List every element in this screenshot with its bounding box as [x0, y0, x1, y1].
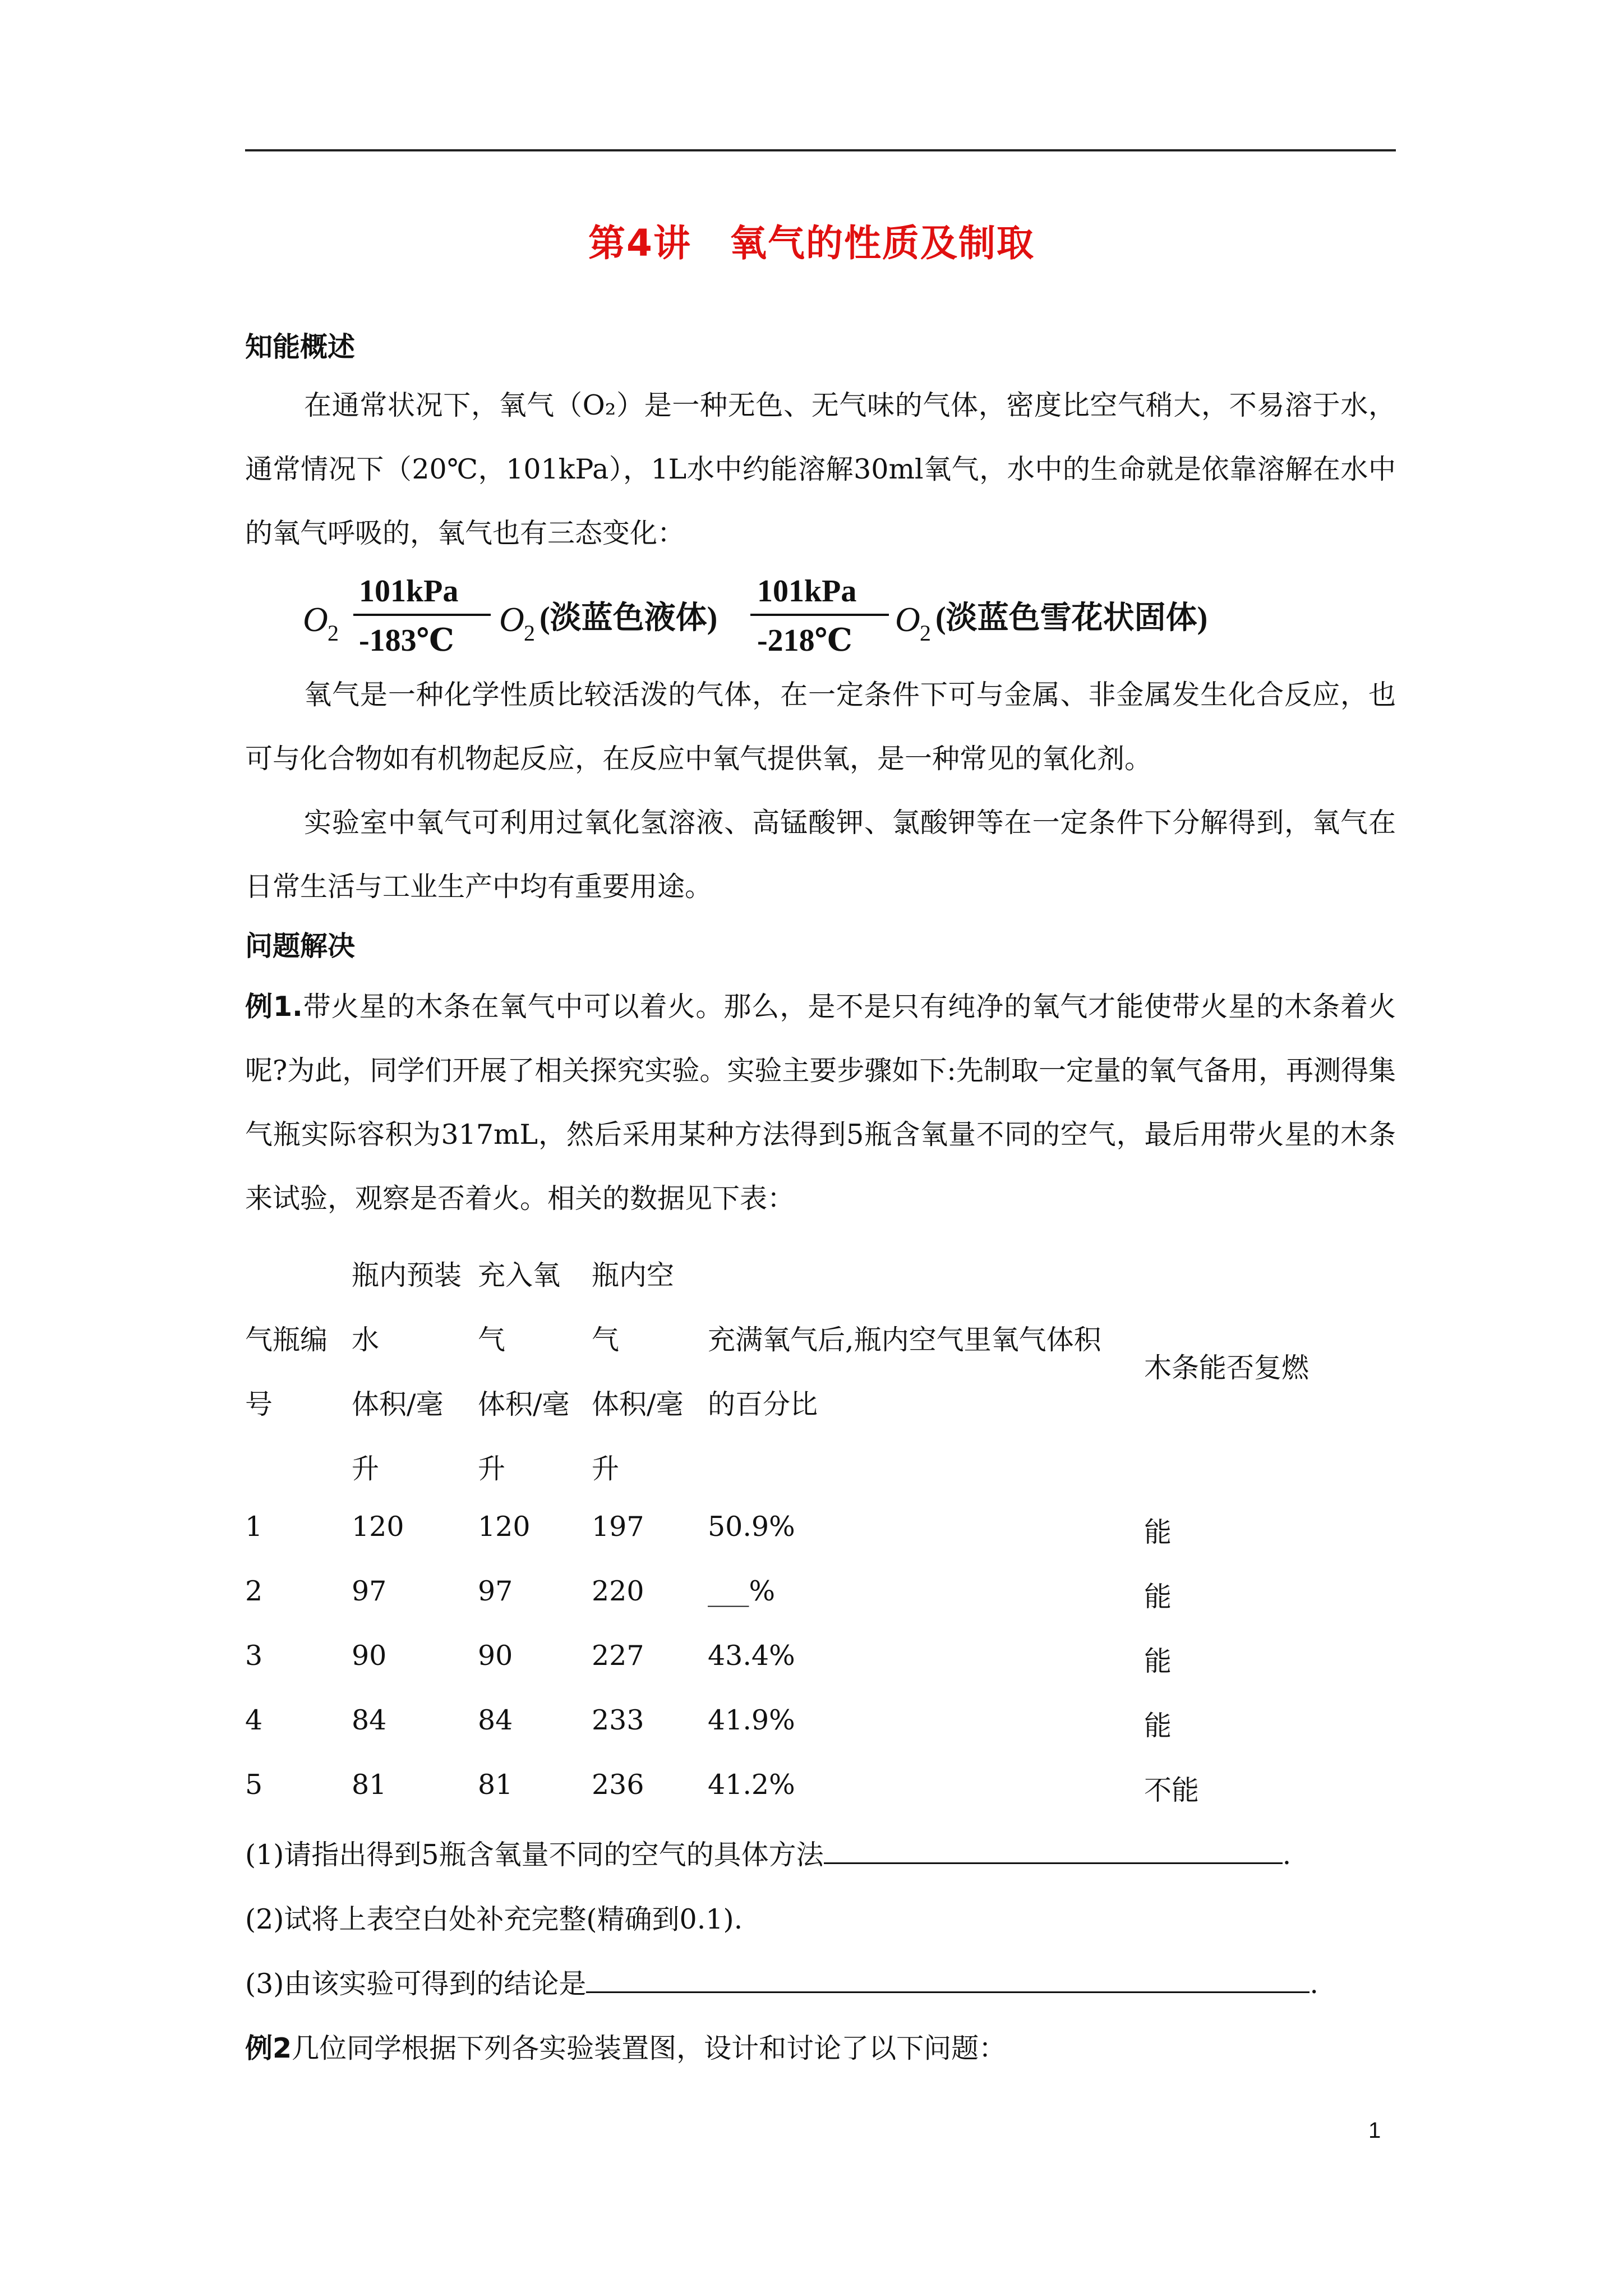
- th-c2-r1: 瓶内预装: [352, 1259, 462, 1291]
- formula-liquid-label: (淡蓝色液体): [540, 601, 718, 636]
- formula-o2-symbol: O: [303, 601, 328, 639]
- table-row-4-c3: 84: [478, 1704, 513, 1736]
- th-c2-r2: 水: [352, 1324, 380, 1356]
- formula-pressure-2: 101kPa: [757, 574, 857, 609]
- example-1-paragraph: [245, 975, 1396, 1231]
- table-row-3-c6: 能: [1144, 1645, 1172, 1677]
- table-row-3-c1: 3: [245, 1640, 263, 1672]
- table-row-1-c6: 能: [1144, 1516, 1172, 1548]
- table-row-3-c4: 227: [592, 1640, 644, 1672]
- question-3-end: .: [1310, 1968, 1318, 2000]
- overview-paragraph-2: 氧气是一种化学性质比较活泼的气体，在一定条件下可与金属、非金属发生化合反应，也可与化合物如有机物起反应，在反应中氧气提供氧，是一种常见的氧化剂。: [245, 679, 1396, 775]
- example-2-text: 几位同学根据下列各实验装置图，设计和讨论了以下问题：: [292, 2032, 1007, 2064]
- th-c1-r3: 号: [245, 1388, 273, 1420]
- question-1: [245, 1833, 1291, 1872]
- th-c6: 木条能否复燃: [1144, 1352, 1310, 1384]
- question-1-blank[interactable]: [824, 1838, 1283, 1864]
- th-c5-r3: 的百分比: [708, 1388, 818, 1420]
- formula-o2-solid-sub: 2: [920, 620, 931, 646]
- overview-paragraph-3: 实验室中氧气可利用过氧化氢溶液、高锰酸钾、氯酸钾等在一定条件下分解得到，氧气在日常生活与工业生产中均有重要用途。: [245, 807, 1396, 903]
- table-row-4-c2: 84: [352, 1704, 387, 1736]
- oxygen-phase-formula: [280, 567, 1234, 662]
- table-row-1-c2: 120: [352, 1511, 404, 1543]
- th-c3-r2: 气: [478, 1324, 506, 1356]
- th-c3-r4: 升: [478, 1453, 506, 1485]
- table-row-2-c5: ___%: [708, 1575, 776, 1607]
- table-row-2-c6: 能: [1144, 1581, 1172, 1613]
- table-row-2-c1: 2: [245, 1575, 263, 1607]
- formula-solid-label: (淡蓝色雪花状固体): [935, 601, 1208, 636]
- table-row-5-c1: 5: [245, 1769, 263, 1801]
- formula-temp-1: -183℃: [359, 623, 454, 658]
- table-row-5-c2: 81: [352, 1769, 387, 1801]
- page-title: 第4讲 氧气的性质及制取: [588, 222, 1035, 265]
- th-c4-r3: 体积/毫: [592, 1388, 684, 1420]
- question-1-end: .: [1282, 1839, 1292, 1871]
- formula-o2-liquid-symbol: O: [499, 601, 524, 639]
- table-row-2-c3: 97: [478, 1575, 513, 1607]
- table-row-1-c3: 120: [478, 1511, 531, 1543]
- question-2: (2)试将上表空白处补充完整(精确到0.1).: [245, 1903, 743, 1935]
- section-heading-problems: 问题解决: [245, 930, 356, 962]
- table-row-4-c4: 233: [592, 1704, 644, 1736]
- formula-o2-sub: 2: [328, 620, 339, 646]
- th-c4-r1: 瓶内空: [592, 1259, 675, 1291]
- table-row-5-c3: 81: [478, 1769, 513, 1801]
- example-1-label: 例1.: [245, 991, 303, 1023]
- th-c2-r3: 体积/毫: [352, 1388, 444, 1420]
- table-row-4-c1: 4: [245, 1704, 263, 1736]
- table-row-4-c5: 41.9%: [708, 1704, 795, 1736]
- page-number: 1: [1368, 2118, 1381, 2143]
- formula-temp-2: -218℃: [757, 623, 852, 658]
- table-row-1-c1: 1: [245, 1511, 263, 1543]
- question-3-blank[interactable]: [586, 1967, 1310, 1993]
- table-row-1-c5: 50.9%: [708, 1511, 795, 1543]
- th-c2-r4: 升: [352, 1453, 380, 1485]
- question-3: [245, 1962, 1318, 2001]
- th-c5-r2: 充满氧气后,瓶内空气里氧气体积: [708, 1324, 1101, 1356]
- table-row-4-c6: 能: [1144, 1710, 1172, 1742]
- table-row-3-c5: 43.4%: [708, 1640, 795, 1672]
- table-row-2-c4: 220: [592, 1575, 644, 1607]
- table-row-5-c5: 41.2%: [708, 1769, 795, 1801]
- table-row-5-c4: 236: [592, 1769, 644, 1801]
- section-heading-overview: 知能概述: [245, 331, 356, 363]
- table-row-5-c6: 不能: [1144, 1774, 1200, 1806]
- formula-o2-liquid-sub: 2: [524, 620, 535, 646]
- question-3-text: (3)由该实验可得到的结论是: [245, 1968, 587, 2000]
- th-c4-r4: 升: [592, 1453, 620, 1485]
- th-c4-r2: 气: [592, 1324, 620, 1356]
- overview-paragraph-1: 在通常状况下，氧气（O₂）是一种无色、无气味的气体，密度比空气稍大，不易溶于水，通常情况下（20℃，101kPa），1L水中约能溶解30ml氧气，水中的生命就是依靠溶解在水中的氧气呼吸的，氧气也有三态变化：: [245, 389, 1396, 549]
- header-rule: [245, 149, 1396, 151]
- table-row-3-c2: 90: [352, 1640, 387, 1672]
- table-row-2-c2: 97: [352, 1575, 387, 1607]
- formula-pressure-1: 101kPa: [359, 574, 459, 609]
- table-row-3-c3: 90: [478, 1640, 513, 1672]
- th-c3-r1: 充入氧: [478, 1259, 561, 1291]
- question-1-text: (1)请指出得到5瓶含氧量不同的空气的具体方法: [245, 1839, 824, 1871]
- example-1-text: 带火星的木条在氧气中可以着火。那么，是不是只有纯净的氧气才能使带火星的木条着火呢?为此，同学们开展了相关探究实验。实验主要步骤如下:先制取一定量的氧气备用，再测得集气瓶实际容积为317mL，然后采用某种方法得到5瓶含氧量不同的空气，最后用带火星的木条来试验，观察是否着火。相关的数据见下表：: [245, 991, 1396, 1214]
- example-2: [245, 2027, 1006, 2066]
- formula-o2-solid-symbol: O: [895, 601, 920, 639]
- th-c1-r2: 气瓶编: [245, 1324, 328, 1356]
- table-row-1-c4: 197: [592, 1511, 644, 1543]
- th-c3-r3: 体积/毫: [478, 1388, 570, 1420]
- example-2-label: 例2: [245, 2032, 292, 2064]
